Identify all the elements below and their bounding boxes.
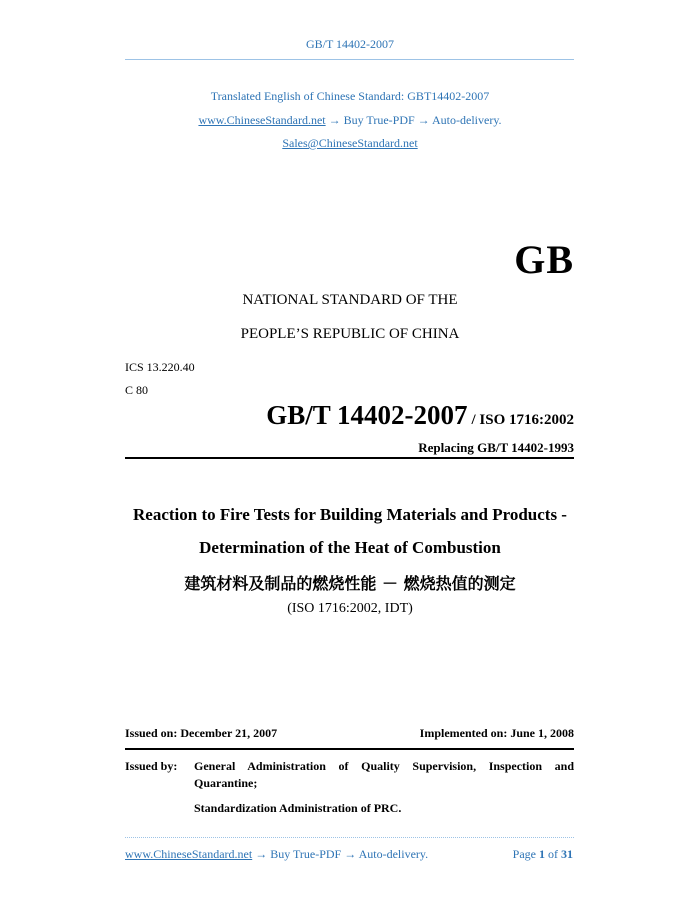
replacing-note: Replacing GB/T 14402-1993 xyxy=(418,440,574,455)
footer-links xyxy=(125,847,428,862)
issuer-line3: Standardization Administration of PRC. xyxy=(194,801,402,815)
issuer-line1: General Administration of Quality Supervision, Inspection and xyxy=(194,759,574,773)
ics-code: ICS 13.220.40 xyxy=(125,360,195,374)
national-standard-line1: NATIONAL STANDARD OF THE xyxy=(242,292,458,308)
arrow-right-icon: → xyxy=(417,113,430,127)
auto-delivery-text: Auto-delivery. xyxy=(432,113,502,127)
dates-rule xyxy=(125,748,574,750)
footer-buy-text: Buy True-PDF xyxy=(270,847,342,861)
footer-site-link[interactable]: www.ChineseStandard.net xyxy=(125,847,253,861)
site-link[interactable]: www.ChineseStandard.net xyxy=(198,113,326,127)
title-english-line1: Reaction to Fire Tests for Building Materials and Products - xyxy=(133,505,567,524)
footer-divider xyxy=(125,837,574,838)
page-current: 1 xyxy=(539,847,545,861)
title-chinese: 建筑材料及制品的燃烧性能 － 燃烧热值的测定 xyxy=(184,574,516,593)
ccs-code: C 80 xyxy=(125,383,149,397)
standard-number-line xyxy=(266,400,574,431)
buy-pdf-text: Buy True-PDF xyxy=(343,113,415,127)
running-header: GB/T 14402-2007 xyxy=(305,37,395,51)
issued-date: Issued on: December 21, 2007 xyxy=(125,726,278,740)
gb-logo-mark: GB xyxy=(514,237,574,282)
page-total: 31 xyxy=(561,847,573,861)
arrow-right-icon: → xyxy=(344,847,357,861)
issued-by-label: Issued by: xyxy=(125,759,178,773)
national-standard-line2: PEOPLE’S REPUBLIC OF CHINA xyxy=(240,326,460,342)
email-link[interactable]: Sales@ChineseStandard.net xyxy=(282,136,418,150)
issuer-line2: Quarantine; xyxy=(194,776,258,790)
title-english-line2: Determination of the Heat of Combustion xyxy=(199,538,501,557)
email-line xyxy=(0,136,700,151)
arrow-right-icon: → xyxy=(255,847,268,861)
title-rule xyxy=(125,457,574,459)
iso-identical-note: (ISO 1716:2002, IDT) xyxy=(287,601,413,616)
iso-equivalent: / ISO 1716:2002 xyxy=(471,412,574,428)
page-of-word: of xyxy=(548,847,558,861)
arrow-right-icon: → xyxy=(328,113,341,127)
footer-delivery-text: Auto-delivery. xyxy=(358,847,429,861)
implemented-date: Implemented on: June 1, 2008 xyxy=(419,726,574,740)
banner-links-line xyxy=(0,113,700,128)
standard-number: GB/T 14402-2007 xyxy=(266,400,468,430)
page-indicator xyxy=(513,847,573,862)
header-divider xyxy=(125,59,574,60)
page-word: Page xyxy=(512,847,536,861)
translation-banner: Translated English of Chinese Standard: GBT14402-2007 xyxy=(210,89,490,103)
